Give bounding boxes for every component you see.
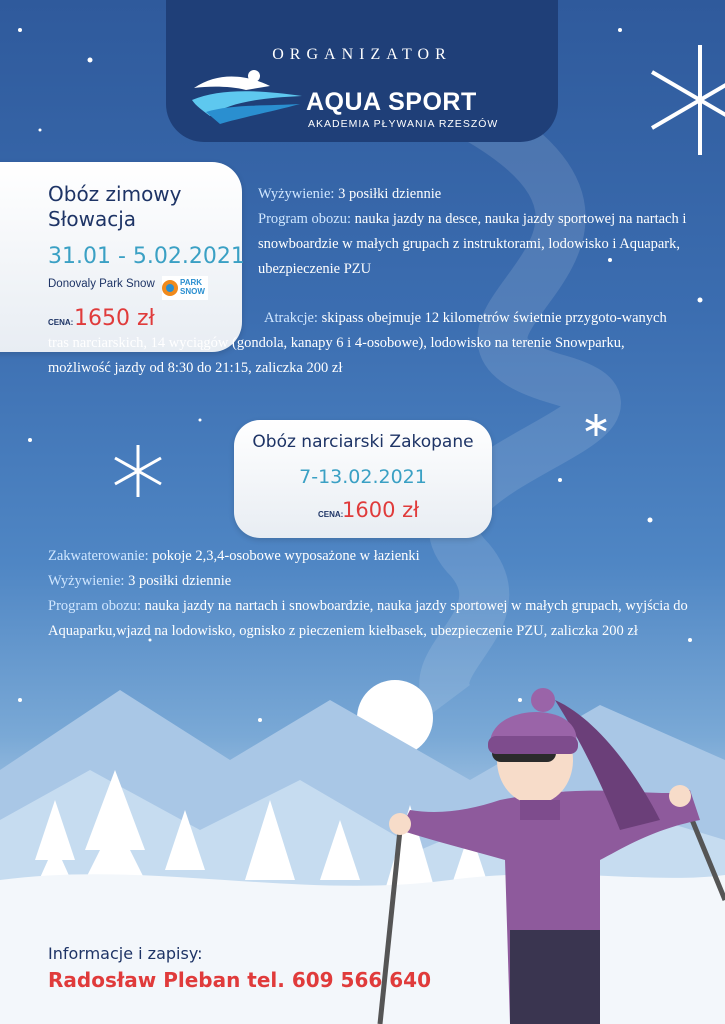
brand-name: AQUA SPORT bbox=[306, 88, 477, 116]
camp2-details bbox=[48, 544, 688, 644]
camp2-meals-label: Wyżywienie: bbox=[48, 573, 125, 589]
camp1-meals-value: 3 posiłki dziennie bbox=[338, 186, 442, 202]
camp1-price-label: CENA: bbox=[48, 318, 74, 327]
park-logo-line2: SNOW bbox=[180, 287, 205, 296]
camp1-title bbox=[48, 182, 238, 232]
camp1-meals bbox=[258, 182, 698, 207]
camp2-price: 1600 zł bbox=[342, 498, 420, 522]
camp1-title-line1: Obóz zimowy bbox=[48, 182, 182, 206]
camp1-dates: 31.01 - 5.02.2021 bbox=[48, 244, 245, 269]
camp2-accommodation-label: Zakwaterowanie: bbox=[48, 548, 149, 564]
camp2-program bbox=[48, 594, 688, 644]
camp1-program-value: nauka jazdy na desce, nauka jazdy sportowej na nartach i snowboardzie w małych grupach z instruktorami, lodowisko i Aquapark, ubezpieczenie PZU bbox=[258, 211, 687, 277]
camp2-meals-value: 3 posiłki dziennie bbox=[128, 573, 232, 589]
camp1-attractions bbox=[48, 306, 688, 381]
brand-subtitle: AKADEMIA PŁYWANIA RZESZÓW bbox=[308, 118, 499, 130]
organizer-label: ORGANIZATOR bbox=[272, 46, 452, 63]
contact-phone: Radosław Pleban tel. 609 566 640 bbox=[48, 968, 432, 992]
camp1-attractions-label: Atrakcje: bbox=[264, 310, 318, 326]
camp2-meals bbox=[48, 569, 688, 594]
camp2-accommodation bbox=[48, 544, 688, 569]
camp2-program-value: nauka jazdy na nartach i snowboardzie, nauka jazdy sportowej w małych grupach, wyjścia do Aquaparku,wjazd na lodowisko, ognisko z pieczeniem kiełbasek, ubezpieczenie PZU, zaliczka 200 zł bbox=[48, 598, 688, 639]
swimmer-logo-icon bbox=[190, 66, 306, 124]
camp1-venue: Donovaly Park Snow bbox=[48, 278, 155, 290]
camp2-program-label: Program obozu: bbox=[48, 598, 142, 614]
camp1-details bbox=[258, 182, 698, 282]
camp1-meals-label: Wyżywienie: bbox=[258, 186, 335, 202]
park-logo-line1: PARK bbox=[180, 278, 203, 287]
organizer-header bbox=[166, 0, 558, 142]
camp2-accommodation-value: pokoje 2,3,4-osobowe wyposażone w łazienki bbox=[152, 548, 420, 564]
camp2-title: Obóz narciarski Zakopane bbox=[252, 432, 474, 452]
camp1-attractions-value: skipass obejmuje 12 kilometrów świetnie przygoto-wanych tras narciarskich, 14 wyciągów (gondola, kanapy 6 i 4-osobowe), lodowisko na terenie Snowparku, możliwość jazdy od 8:30 do 21:15, zaliczka 200 zł bbox=[48, 310, 667, 376]
camp1-program-label: Program obozu: bbox=[258, 211, 352, 227]
snowflake-icon bbox=[652, 45, 725, 155]
camp2-dates: 7-13.02.2021 bbox=[299, 466, 427, 488]
info-label: Informacje i zapisy: bbox=[48, 944, 203, 963]
camp1-title-line2: Słowacja bbox=[48, 207, 137, 231]
camp1-price: 1650 zł bbox=[74, 306, 155, 331]
park-snow-logo bbox=[162, 276, 208, 300]
camp1-program bbox=[258, 207, 698, 282]
camp2-price-label: CENA: bbox=[318, 510, 344, 519]
